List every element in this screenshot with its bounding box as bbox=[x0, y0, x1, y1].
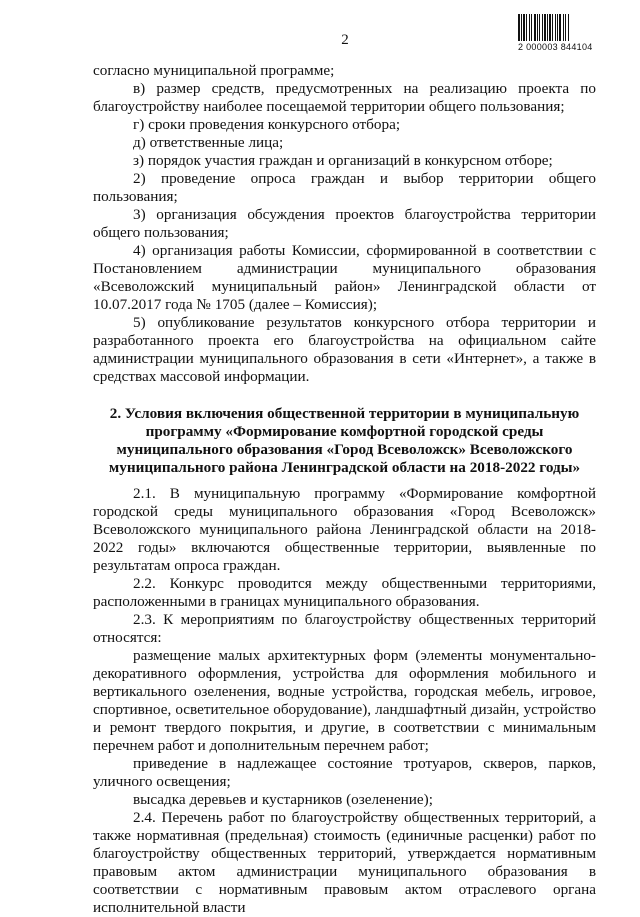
paragraph: высадка деревьев и кустарников (озеленение); bbox=[133, 791, 433, 808]
paragraph: 2) проведение опроса граждан и выбор территории общего пользования; bbox=[93, 170, 596, 205]
paragraph: 4) организация работы Комиссии, сформированной в соответствии с Постановлением администрации муниципального образования «Всеволожский муниципальный район» Ленинградской области от 10.07.2017 года № 1705 (далее – Комиссия); bbox=[93, 242, 596, 313]
paragraph: 2.4. Перечень работ по благоустройству общественных территорий, а также нормативная (предельная) стоимость (единичные расценки) работ по благоустройству общественных территорий, утверждается нормативным правовым актом администрации муниципального образования в соответствии с нормативным правовым актом отраслевого органа исполнительной власти bbox=[93, 809, 596, 916]
barcode-bars bbox=[518, 14, 608, 41]
paragraph: согласно муниципальной программе; bbox=[93, 62, 335, 79]
barcode bbox=[518, 14, 608, 54]
document-body bbox=[93, 62, 596, 917]
paragraph: 5) опубликование результатов конкурсного отбора территории и разработанного проекта его благоустройства на официальном сайте администрации муниципального образования в сети «Интернет», а также в средствах массовой информации. bbox=[93, 314, 596, 385]
paragraph: 3) организация обсуждения проектов благоустройства территории общего пользования; bbox=[93, 206, 596, 241]
paragraph: г) сроки проведения конкурсного отбора; bbox=[133, 116, 401, 133]
barcode-number: 2 000003 844104 bbox=[518, 42, 593, 52]
section-heading: 2. Условия включения общественной территории в муниципальную программу «Формирование комфортной городской среды муниципального образования «Город Всеволожск» Всеволожского муниципального района Ленинградской области на 2018-2022 годы» bbox=[108, 405, 581, 476]
paragraph: размещение малых архитектурных форм (элементы монументально-декоративного оформления, устройства для оформления мобильного и вертикального озеленения, водные устройства, городская мебель, игровое, спортивное, осветительное оборудование), ландшафтный дизайн, устройство и ремонт твердого покрытия, и другие, в соответствии с минимальным перечнем работ и дополнительным перечнем работ; bbox=[93, 647, 596, 754]
paragraph: 2.3. К мероприятиям по благоустройству общественных территорий относятся: bbox=[93, 611, 596, 646]
barcode-bar bbox=[569, 14, 570, 41]
paragraph: д) ответственные лица; bbox=[133, 134, 284, 151]
paragraph: 2.1. В муниципальную программу «Формирование комфортной городской среды муниципального образования «Город Всеволожск» Всеволожского муниципального района Ленинградской области на 2018-2022 годы» включаются общественные территории, выявленные по результатам опроса граждан. bbox=[93, 485, 596, 574]
paragraph: з) порядок участия граждан и организаций в конкурсном отборе; bbox=[133, 152, 553, 169]
paragraph: 2.2. Конкурс проводится между общественными территориями, расположенными в границах муниципального образования. bbox=[93, 575, 596, 610]
page-number: 2 bbox=[341, 32, 349, 48]
paragraph: в) размер средств, предусмотренных на реализацию проекта по благоустройству наиболее посещаемой территории общего пользования; bbox=[93, 80, 596, 115]
paragraph: приведение в надлежащее состояние тротуаров, скверов, парков, уличного освещения; bbox=[93, 755, 596, 790]
